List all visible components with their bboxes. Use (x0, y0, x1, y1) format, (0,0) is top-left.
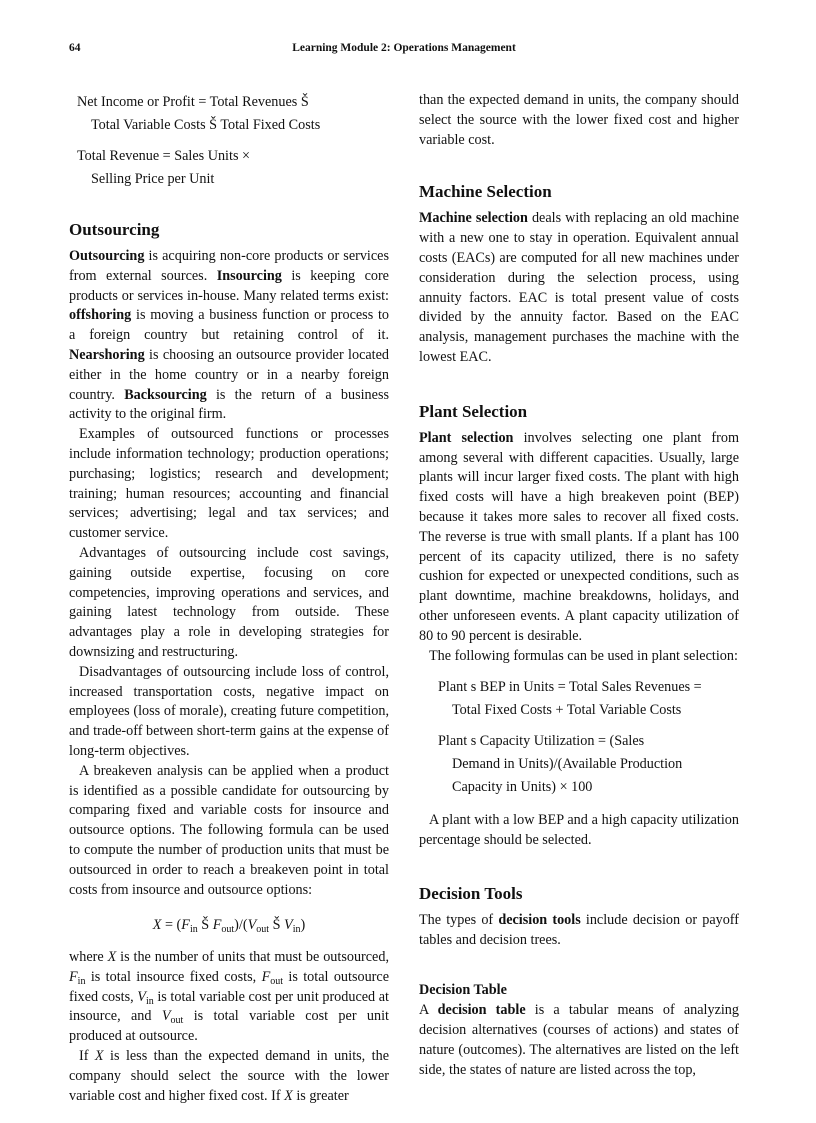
subsection-heading-decision-table: Decision Table (419, 981, 507, 998)
paragraph: Outsourcing is acquiring non-core products or services from external sources. Insourcing is keeping core products or services in-house. Many related terms exist: offshoring is moving a business function or process to a foreign country but retaining control of it. Nearshoring is choosing an outsource provider located either in the home country or in a nearby foreign country. Backsourcing is the return of a business activity to the original firm. (69, 248, 389, 423)
left-column (69, 91, 389, 1106)
section-heading-decision-tools: Decision Tools (419, 883, 523, 903)
formula-line: Plant s BEP in Units = Total Sales Revenues = (438, 679, 702, 696)
profit-formula (69, 91, 389, 137)
formula-line: Plant s Capacity Utilization = (Sales (438, 733, 645, 750)
section-heading-outsourcing: Outsourcing (69, 220, 160, 239)
section-heading-plant-selection: Plant Selection (419, 401, 528, 421)
term: Machine selection (419, 210, 528, 227)
term: Plant selection (419, 429, 514, 446)
paragraph: A decision table is a tabular means of analyzing decision alternatives (courses of actions) and states of nature (outcomes). The alternatives are listed on the left side, the states of nature are listed across the top, (419, 1002, 739, 1078)
term: Backsourcing (124, 386, 207, 403)
paragraph: Advantages of outsourcing include cost savings, gaining outside expertise, focusing on core competencies, improving operations and services, and gaining latest technology from outside. These advantages play a role in developing strategies for downsizing and restructuring. (69, 544, 389, 660)
capacity-formula (419, 730, 739, 799)
paragraph: Machine selection deals with replacing an old machine with a new one to stay in operation. Equivalent annual costs (EACs) are computed for all new machines under consideration during the selection process, using annuity factors. EAC is total present value of costs divided by the annuity factor. Based on the EAC analysis, management purchases the machine with the lowest EAC. (419, 210, 739, 365)
right-column (419, 91, 739, 1081)
paragraph: Examples of outsourced functions or processes include information technology; production operations; purchasing; logistics; research and development; training; human resources; accounting and financial services; advertising; legal and tax services; and customer service. (69, 426, 389, 542)
paragraph: The types of decision tools include decision or payoff tables and decision trees. (419, 911, 740, 948)
term: Nearshoring (69, 346, 145, 363)
formula-line: Total Variable Costs Š Total Fixed Costs (91, 117, 321, 133)
paragraph: A breakeven analysis can be applied when a product is identified as a possible candidate for outsourcing by comparing fixed and variable costs for insource and outsource options. The following formula can be used to compute the number of production units that must be outsourced in order to reach a breakeven point in total costs from insource and outsource options: (69, 762, 389, 898)
bep-formula (419, 676, 739, 722)
paragraph: Plant selection involves selecting one plant from among several with different capacities. Usually, large plants will incur larger fixed costs. The plant with high fixed costs will have a high breakeven point (BEP) because it takes more sales to recover all fixed costs. The reverse is true with small plants. If a plant has 100 percent of its capacity utilized, there is no safety cushion for expected or unexpected conditions, such as plant downtime, machine breakdowns, holidays, and other unforeseen events. A plant capacity utilization of 80 to 90 percent is desirable. (419, 429, 739, 644)
formula-line: Capacity in Units) × 100 (452, 779, 593, 796)
formula-line: Selling Price per Unit (91, 171, 215, 187)
paragraph: than the expected demand in units, the company should select the source with the lower fixed cost and higher variable cost. (419, 92, 739, 148)
term: decision table (437, 1002, 526, 1019)
section-heading-machine-selection: Machine Selection (419, 182, 552, 202)
breakeven-equation: $X = (F_{in}$ Š $F_{out})/(V_{out}$ Š $V_{in}$) (152, 917, 306, 936)
term: decision tools (498, 911, 581, 928)
running-title: Learning Module 2: Operations Management (292, 42, 516, 54)
revenue-formula (69, 145, 389, 191)
paragraph: Disadvantages of outsourcing include loss of control, increased transportation costs, negative impact on employees (loss of morale), creating future competition, and trade-off between short-term gains at the expense of long-term objectives. (69, 663, 389, 759)
paragraph: where X is the number of units that must be outsourced, $F_{in}$ is total insource fixed costs, $F_{out}$ is total outsource fixed costs, $V_{in}$ is total variable cost per unit produced at insource, and $V_{out}$ is total variable cost per unit produced at outsource. (69, 949, 389, 1045)
formula-line: Net Income or Profit = Total Revenues Š (77, 94, 309, 110)
paragraph: If X is less than the expected demand in units, the company should select the source with the lower variable cost and higher fixed cost. If X is greater (69, 1048, 389, 1104)
running-header (69, 42, 739, 62)
formula-line: Demand in Units)/(Available Production (452, 756, 683, 773)
formula-line: Total Fixed Costs + Total Variable Costs (452, 702, 682, 719)
paragraph: A plant with a low BEP and a high capacity utilization percentage should be selected. (419, 812, 739, 849)
term: Insourcing (216, 267, 282, 284)
formula-line: Total Revenue = Sales Units × (77, 148, 251, 164)
page-number: 64 (69, 42, 81, 54)
term: Outsourcing (69, 248, 145, 264)
term: offshoring (69, 307, 132, 324)
paragraph: The following formulas can be used in plant selection: (429, 647, 738, 664)
